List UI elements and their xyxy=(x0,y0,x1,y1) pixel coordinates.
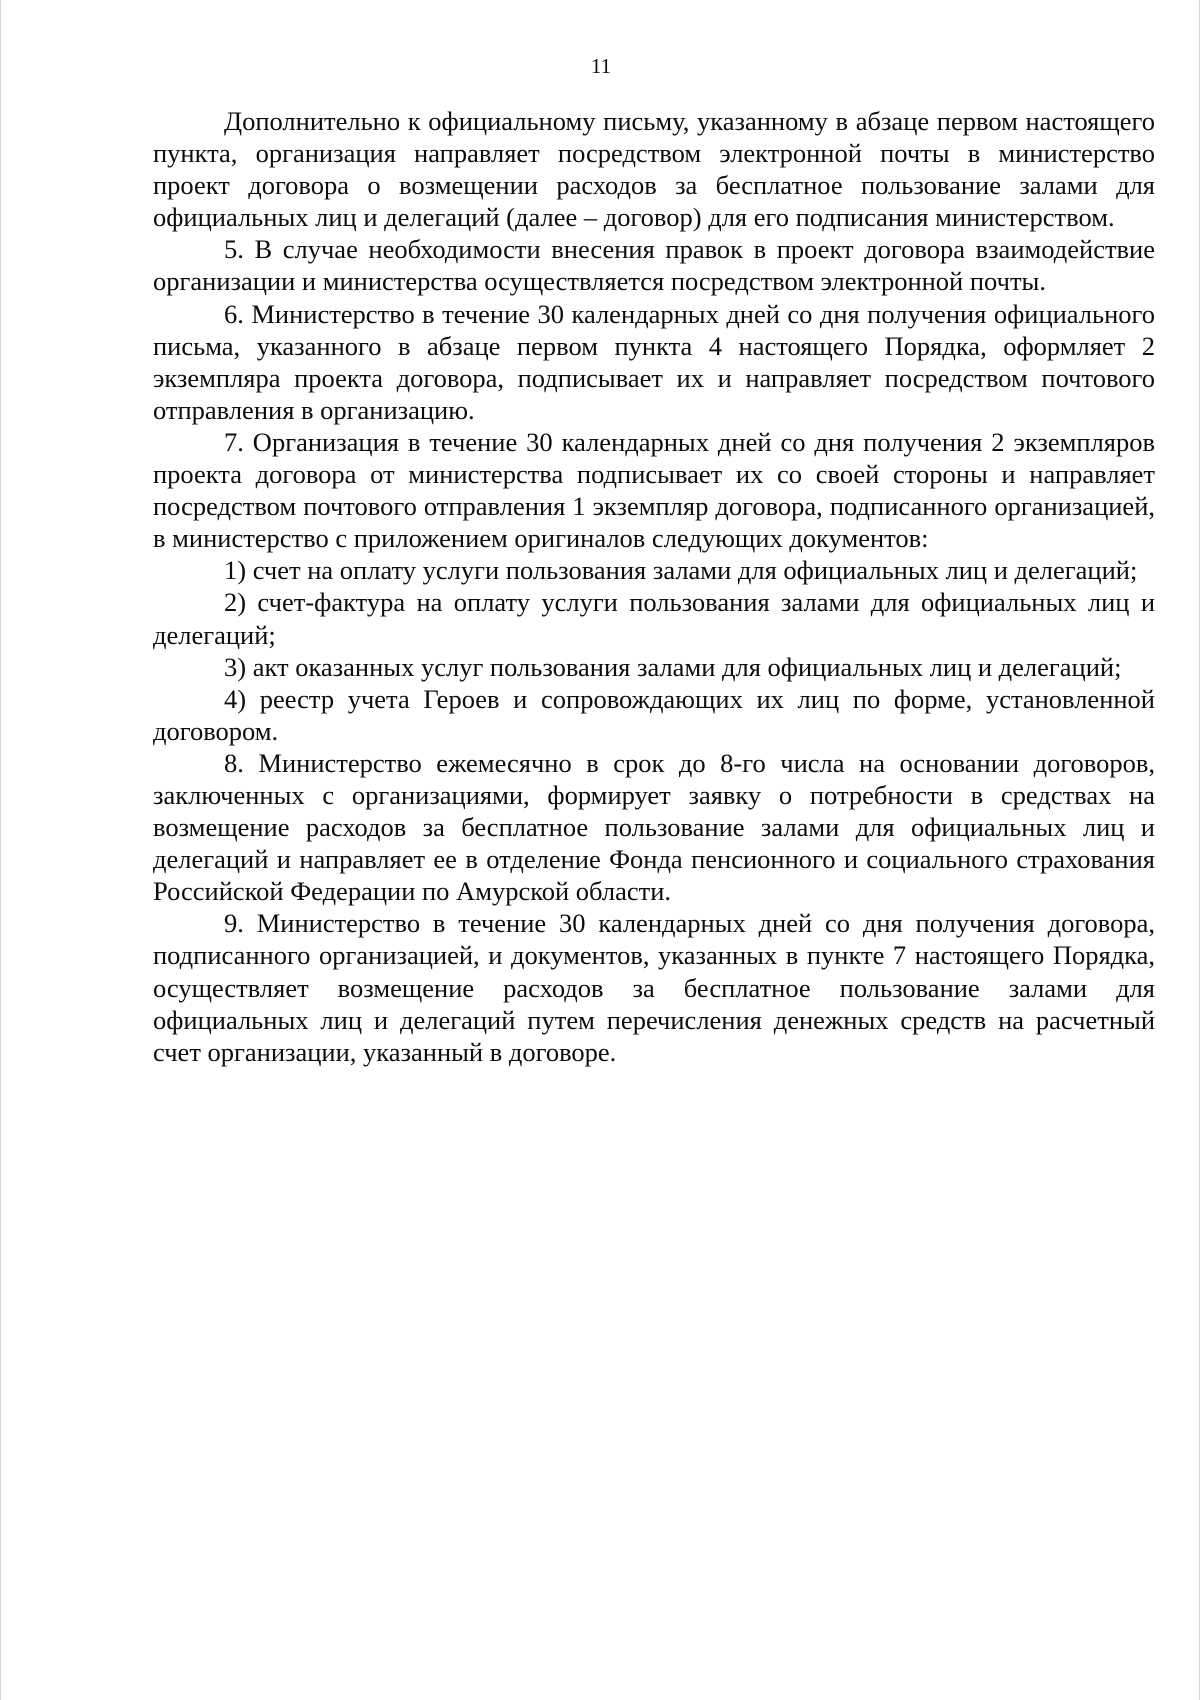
subitem-2: 2) счет-фактура на оплату услуги пользования залами для официальных лиц и делегаций; xyxy=(153,587,1155,650)
paragraph-intro: Дополнительно к официальному письму, указанному в абзаце первом настоящего пункта, организация направляет посредством электронной почты в министерство проект договора о возмещении расходов за бесплатное пользование залами для официальных лиц и делегаций (далее – договор) для его подписания министерством. xyxy=(153,106,1155,233)
paragraph-item-6: 6. Министерство в течение 30 календарных дней со дня получения официального письма, указанного в абзаце первом пункта 4 настоящего Порядка, оформляет 2 экземпляра проекта договора, подписывает их и направляет посредством почтового отправления в организацию. xyxy=(153,298,1155,425)
subitem-3: 3) акт оказанных услуг пользования залами для официальных лиц и делегаций; xyxy=(224,651,1122,682)
paragraph-item-5: 5. В случае необходимости внесения правок в проект договора взаимодействие организации и министерства осуществляется посредством электронной почты. xyxy=(153,234,1155,297)
page-number: 11 xyxy=(590,54,612,78)
paragraph-item-9: 9. Министерство в течение 30 календарных дней со дня получения договора, подписанного организацией, и документов, указанных в пункте 7 настоящего Порядка, осуществляет возмещение расходов за бесплатное пользование залами для официальных лиц и делегаций путем перечисления денежных средств на расчетный счет организации, указанный в договоре. xyxy=(153,908,1155,1067)
subitem-1: 1) счет на оплату услуги пользования залами для официальных лиц и делегаций; xyxy=(224,555,1138,586)
paragraph-item-8: 8. Министерство ежемесячно в срок до 8-го числа на основании договоров, заключенных с организациями, формирует заявку о потребности в средствах на возмещение расходов за бесплатное пользование залами для официальных лиц и делегаций и направляет ее в отделение Фонда пенсионного и социального страхования Российской Федерации по Амурской области. xyxy=(153,747,1155,907)
subitem-4: 4) реестр учета Героев и сопровождающих их лиц по форме, установленной договором. xyxy=(153,683,1155,746)
paragraph-item-7: 7. Организация в течение 30 календарных дней со дня получения 2 экземпляров проекта договора от министерства подписывает их со своей стороны и направляет посредством почтового отправления 1 экземпляр договора, подписанного организацией, в министерство с приложением оригиналов следующих документов: xyxy=(153,426,1155,554)
document-body xyxy=(153,105,1155,1068)
